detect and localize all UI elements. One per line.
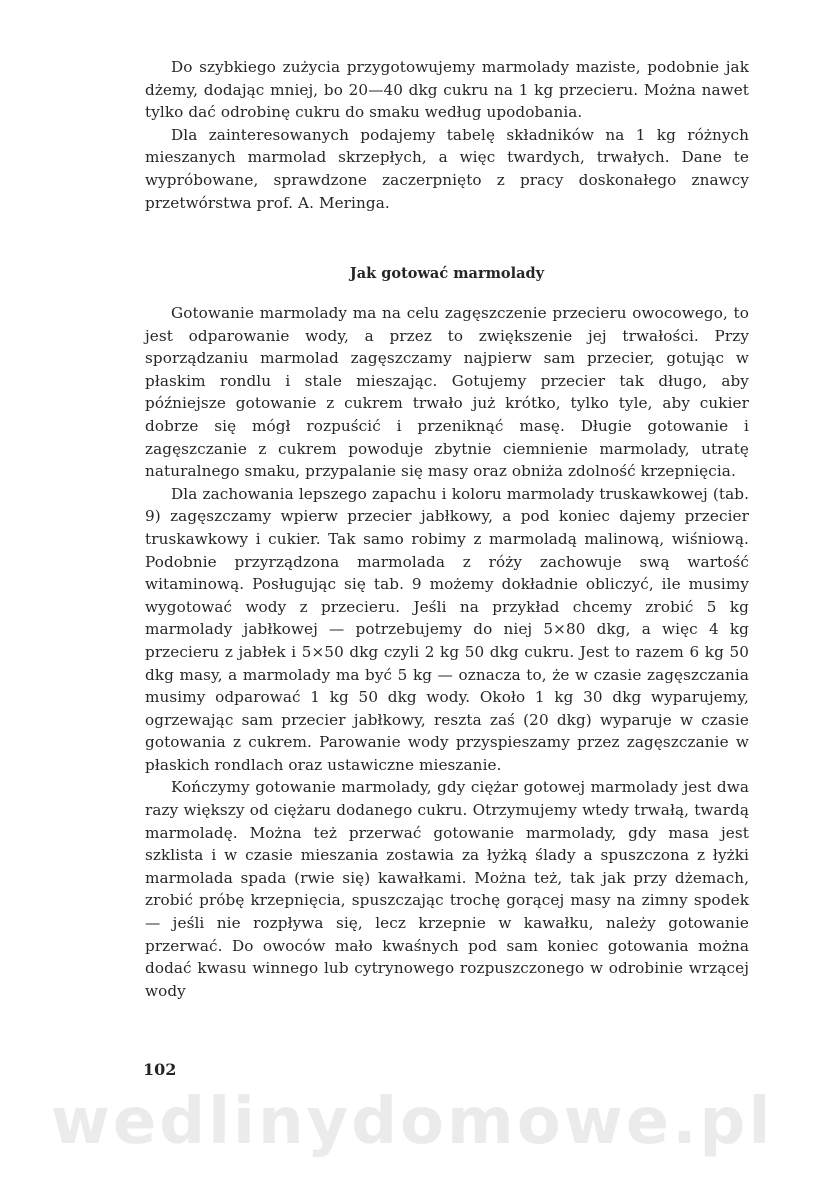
paragraph: Kończymy gotowanie marmolady, gdy ciężar gotowej marmolady jest dwa razy większy od ciężaru dodanego cukru. Otrzymujemy wtedy trwałą, twardą marmoladę. Można też przerwać gotowanie marmolady, gdy masa jest szklista i w czasie mieszania zostawia za łyżką ślady a spuszczona z łyżki marmolada spada (rwie się) kawałkami. Można też, tak jak przy dżemach, zrobić próbę krzepnięcia, spuszczając trochę gorącej masy na zimny spodek — jeśli nie rozpływa się, lecz krzepnie w kawałku, należy gotowanie przerwać. Do owoców mało kwaśnych pod sam koniec gotowania można dodać kwasu winnego lub cytrynowego rozpuszczonego w odrobinie wrzącej wody (145, 778, 749, 1000)
paragraph: Do szybkiego zużycia przygotowujemy marmolady maziste, podobnie jak dżemy, dodając mniej, bo 20—40 dkg cukru na 1 kg przecieru. Można nawet tylko dać odrobinę cukru do smaku według upodobania. (145, 58, 749, 122)
paragraph: Dla zainteresowanych podajemy tabelę składników na 1 kg różnych mieszanych marmolad skrzepłych, a więc twardych, trwałych. Dane te wypróbowane, sprawdzone zaczerpnięto z pracy doskonałego znawcy przetwórstwa prof. A. Meringa. (145, 125, 749, 212)
page-number: 102 (143, 1060, 177, 1079)
section-heading: Jak gotować marmolady (349, 265, 545, 282)
intro-text (145, 56, 749, 214)
paragraph: Dla zachowania lepszego zapachu i koloru marmolady truskawkowej (tab. 9) zagęszczamy wpierw przecier jabłkowy, a pod koniec dajemy przecier truskawkowy i cukier. Tak samo robimy z marmoladą malinową, wiśniową. Podobnie przyrządzona marmolada z róży zachowuje swą wartość witaminową. Posługując się tab. 9 możemy dokładnie obliczyć, ile musimy wygotować wody z przecieru. Jeśli na przykład chcemy zrobić 5 kg marmolady jabłkowej — potrzebujemy do niej 5×80 dkg, a więc 4 kg przecieru z jabłek i 5×50 dkg czyli 2 kg 50 dkg cukru. Jest to razem 6 kg 50 dkg masy, a marmolady ma być 5 kg — oznacza to, że w czasie zagęszczania musimy odparować 1 kg 50 dkg wody. Około 1 kg 30 dkg wyparujemy, ogrzewając sam przecier jabłkowy, reszta zaś (20 dkg) wyparuje w czasie gotowania z cukrem. Parowanie wody przyspieszamy przez zagęszczanie w płaskich rondlach oraz ustawiczne mieszanie. (145, 484, 749, 774)
section-body (145, 302, 749, 1002)
watermark: wedlinydomowe.pl (50, 1085, 774, 1159)
paragraph: Gotowanie marmolady ma na celu zagęszczenie przecieru owocowego, to jest odparowanie wody, a przez to zwiększenie jej trwałości. Przy sporządzaniu marmolad zagęszczamy najpierw sam przecier, gotując w płaskim rondlu i stale mieszając. Gotujemy przecier tak długo, aby późniejsze gotowanie z cukrem trwało już krótko, tylko tyle, aby cukier dobrze się mógł rozpuścić i przeniknąć masę. Długie gotowanie i zagęszczanie z cukrem powoduje zbytnie ciemnienie marmolady, utratę naturalnego smaku, przypalanie się masy oraz obniża zdolność krzepnięcia. (145, 304, 749, 481)
